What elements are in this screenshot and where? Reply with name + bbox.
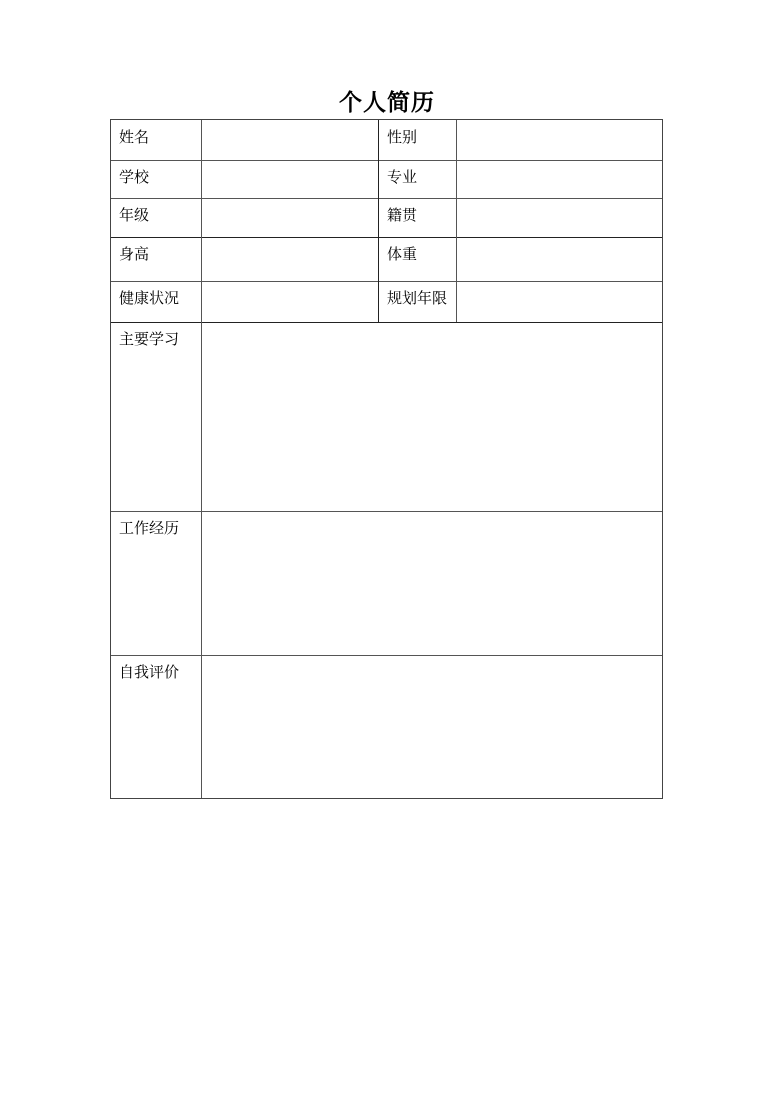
plan-years-field[interactable] — [457, 282, 662, 322]
name-label: 姓名 — [119, 128, 150, 146]
origin-label: 籍贯 — [387, 206, 418, 224]
self-evaluation-field[interactable] — [202, 656, 662, 798]
page-title: 个人简历 — [339, 90, 435, 116]
weight-field[interactable] — [457, 238, 662, 281]
gender-label: 性别 — [387, 128, 418, 146]
gender-field[interactable] — [457, 120, 662, 160]
school-field[interactable] — [202, 161, 378, 198]
work-experience-field[interactable] — [202, 512, 662, 655]
major-field[interactable] — [457, 161, 662, 198]
grade-label: 年级 — [119, 206, 150, 224]
column-divider — [378, 120, 379, 322]
health-field[interactable] — [202, 282, 378, 322]
plan-years-label: 规划年限 — [387, 289, 448, 307]
origin-field[interactable] — [457, 199, 662, 237]
height-label: 身高 — [119, 245, 150, 263]
weight-label: 体重 — [387, 245, 418, 263]
health-label: 健康状况 — [119, 289, 180, 307]
grade-field[interactable] — [202, 199, 378, 237]
resume-form-table — [110, 119, 663, 799]
name-field[interactable] — [202, 120, 378, 160]
major-label: 专业 — [387, 168, 418, 186]
school-label: 学校 — [119, 168, 150, 186]
study-field[interactable] — [202, 323, 662, 511]
height-field[interactable] — [202, 238, 378, 281]
study-label: 主要学习 — [119, 330, 180, 348]
work-experience-label: 工作经历 — [119, 519, 180, 537]
self-evaluation-label: 自我评价 — [119, 663, 180, 681]
